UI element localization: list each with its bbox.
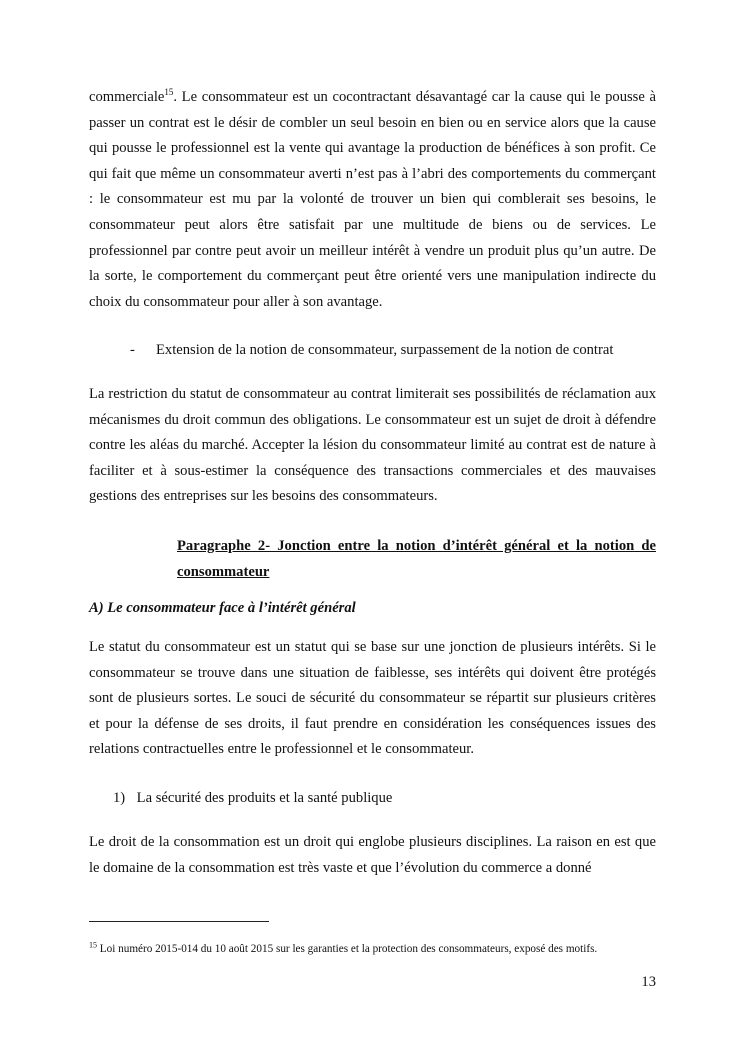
paragraph-text-rest: . Le consommateur est un cocontractant désavantagé car la cause qui le pousse à passer un contrat est le désir de combler un seul besoin en bien ou en service alors que la cause qui pousse le professionnel est la vente qui avantage la production de bénéfices à son profit. Ce qui fait que même un consommateur averti n’est pas à l’abri des comportements du commerçant : le consommateur est mu par la volonté de trouver un bien qui comblerait ses besoins, le consommateur peut alors être satisfait par une multitude de biens ou de services. Le professionnel par contre peut avoir un meilleur intérêt à vendre un produit plus qu’un autre. De la sorte, le comportement du commerçant peut être orienté vers une manipulation indirecte du choix du consommateur pour aller à son avantage. — [89, 89, 656, 310]
item-text: La sécurité des produits et la santé publique — [136, 790, 393, 806]
body-paragraph: Le statut du consommateur est un statut qui se base sur une jonction de plusieurs intérêts. Si le consommateur se trouve dans une situation de faiblesse, ses intérêts qui doivent être protégés sont de plusieurs sortes. Le souci de sécurité du consommateur se répartit sur plusieurs critères et pour la défense de ses droits, il faut prendre en considération les conséquences issues des relations contractuelles entre le professionnel et le consommateur. — [89, 639, 656, 758]
bullet-item — [130, 338, 613, 364]
page-number: 13 — [641, 974, 656, 990]
footnote-number: 15 — [89, 940, 97, 950]
footnote-divider — [89, 921, 269, 922]
bullet-text: Extension de la notion de consommateur, surpassement de la notion de contrat — [156, 342, 614, 358]
footnote-reference[interactable]: 15 — [164, 87, 174, 98]
body-paragraph — [89, 85, 656, 315]
item-number: 1) — [113, 790, 126, 806]
footnote-text: Loi numéro 2015-014 du 10 août 2015 sur les garanties et la protection des consommateurs, exposé des motifs. — [97, 943, 598, 955]
body-paragraph: Le droit de la consommation est un droit qui englobe plusieurs disciplines. La raison en est que le domaine de la consommation est très vaste et que l’évolution du commerce a donné — [89, 834, 656, 876]
paragraph-text-start: commerciale — [89, 89, 165, 105]
footnote — [89, 942, 656, 956]
body-paragraph: La restriction du statut de consommateur au contrat limiterait ses possibilités de réclamation aux mécanismes du droit commun des obligations. Le consommateur est un sujet de droit à défendre contre les aléas du marché. Accepter la lésion du consommateur limité au contrat est de nature à faciliter et à sous-estimer la conséquence des transactions commerciales et des mauvaises gestions des entreprises sur les besoins des consommateurs. — [89, 386, 656, 505]
section-heading: A) Le consommateur face à l’intérêt général — [89, 600, 356, 616]
numbered-item — [113, 786, 392, 812]
bullet-marker: - — [130, 342, 135, 358]
paragraph-heading: Paragraphe 2- Jonction entre la notion d’intérêt général et la notion de consommateur — [177, 538, 656, 580]
